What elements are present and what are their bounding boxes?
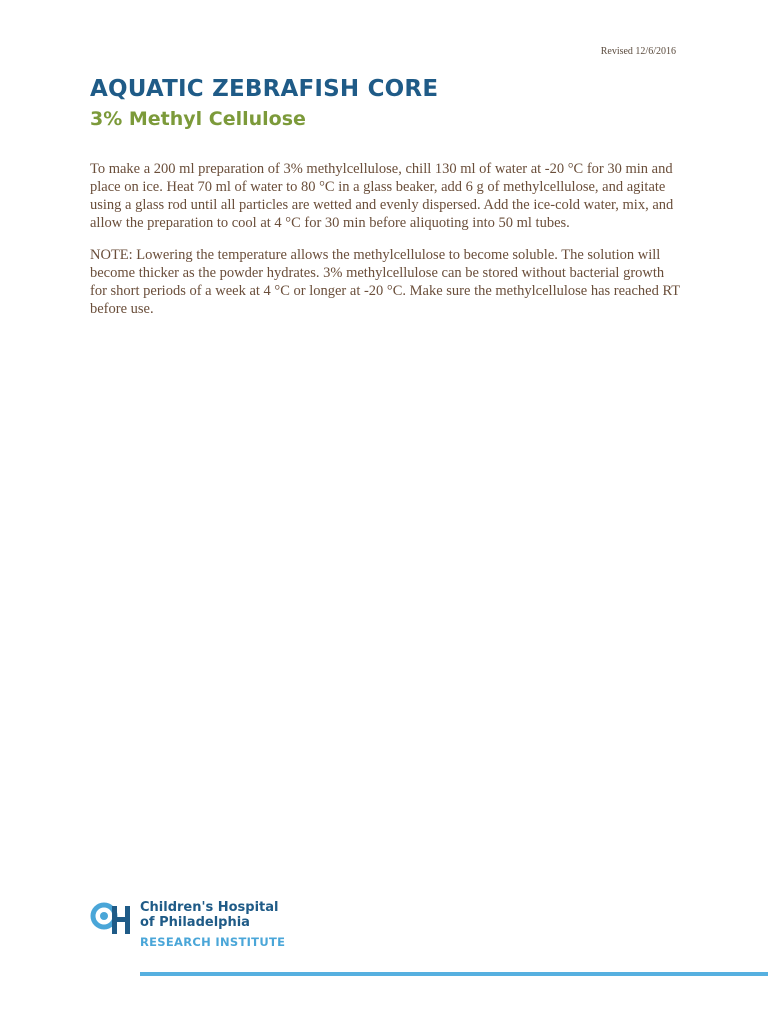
logo-line-1: Children's Hospital [140, 900, 279, 915]
logo-text-block [140, 900, 285, 949]
footer-divider [140, 972, 768, 976]
page-subtitle: 3% Methyl Cellulose [90, 108, 306, 130]
footer-logo [90, 900, 285, 949]
paragraph-instructions: To make a 200 ml preparation of 3% methylcellulose, chill 130 ml of water at -20 °C for 30 min and place on ice. Heat 70 ml of water to 80 °C in a glass beaker, add 6 g of methylcellulose, and agitate using a glass rod until all particles are wetted and evenly dispersed. Add the ice-cold water, mix, and allow the preparation to cool at 4 °C for 30 min before aliquoting into 50 ml tubes. [90, 161, 674, 231]
document-body [90, 160, 680, 332]
paragraph-note: NOTE: Lowering the temperature allows the methylcellulose to become soluble. The solution will become thicker as the powder hydrates. 3% methylcellulose can be stored without bacterial growth for short periods of a week at 4 °C or longer at -20 °C. Make sure the methylcellulose has reached RT before use. [90, 247, 680, 317]
logo-research-institute: RESEARCH INSTITUTE [140, 935, 286, 949]
page-title: AQUATIC ZEBRAFISH CORE [90, 76, 439, 102]
logo-line-2: of Philadelphia [140, 915, 250, 930]
revised-date: Revised 12/6/2016 [600, 46, 676, 57]
chop-logo-icon [90, 900, 134, 938]
